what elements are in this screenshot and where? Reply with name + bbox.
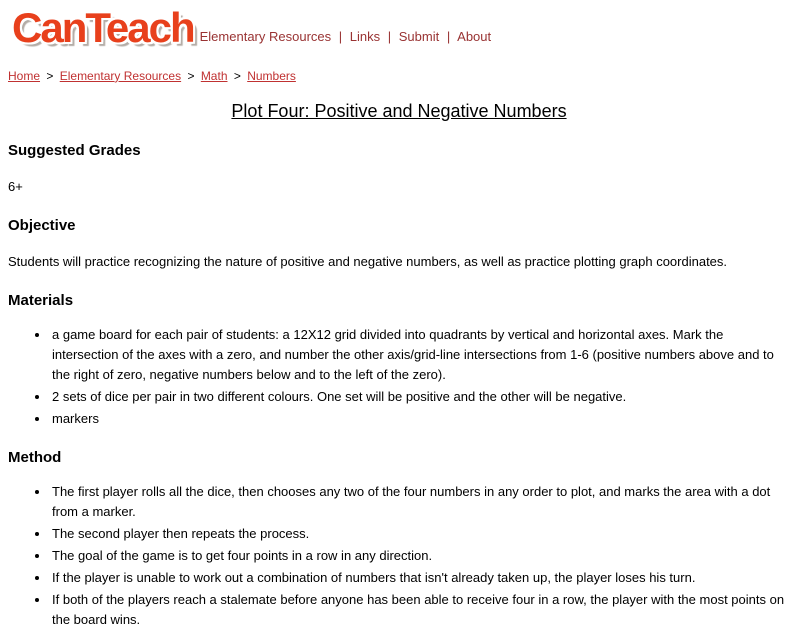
materials-list-item: • markers	[50, 409, 790, 429]
breadcrumb-separator: >	[46, 68, 54, 83]
nav-link-submit[interactable]: Submit	[398, 28, 440, 44]
breadcrumb-link-elementary-resources[interactable]: Elementary Resources	[59, 68, 182, 83]
nav-link-elementary-resources[interactable]: Elementary Resources	[199, 28, 332, 44]
materials-list-item: • a game board for each pair of students: a 12X12 grid divided into quadrants by vertical and horizontal axes. Mark the intersection of the axes with a zero, and number the other axis/grid-line intersections from 1-6 (positive numbers above and to the right of zero, negative numbers below and to the left of the zero).	[50, 325, 790, 385]
objective-text: Students will practice recognizing the nature of positive and negative numbers, as well as practice plotting graph coordinates.	[8, 253, 728, 269]
site-logo[interactable]: CanTeach	[12, 4, 194, 51]
method-list-item: • If both of the players reach a stalemate before anyone has been able to receive four in a row, the player with the most points on the board wins.	[50, 590, 790, 630]
breadcrumb-separator: >	[233, 68, 241, 83]
method-list-item: • The first player rolls all the dice, then chooses any two of the four numbers in any order to plot, and marks the area with a dot from a marker.	[50, 482, 790, 522]
nav-separator: |	[446, 28, 451, 44]
breadcrumb-link-math[interactable]: Math	[200, 68, 228, 83]
nav-separator: |	[338, 28, 343, 44]
materials-list-item: • 2 sets of dice per pair in two different colours. One set will be positive and the other will be negative.	[50, 387, 790, 407]
section-heading-suggested-grades: Suggested Grades	[8, 141, 141, 159]
method-list-item: • The second player then repeats the process.	[50, 524, 790, 544]
section-heading-method: Method	[8, 448, 62, 466]
nav-link-about[interactable]: About	[457, 28, 492, 44]
top-nav	[200, 29, 492, 48]
materials-list	[8, 325, 790, 429]
section-heading-objective: Objective	[8, 216, 76, 234]
nav-separator: |	[387, 28, 392, 44]
suggested-grades-value: 6+	[8, 178, 23, 194]
breadcrumb-link-home[interactable]: Home	[8, 68, 41, 83]
breadcrumb-link-numbers[interactable]: Numbers	[247, 68, 296, 83]
breadcrumb-separator: >	[187, 68, 195, 83]
site-header	[8, 4, 790, 51]
breadcrumb	[8, 69, 790, 83]
method-list-item: • If the player is unable to work out a combination of numbers that isn't already taken up, the player loses his turn.	[50, 568, 790, 588]
method-list-item: • The goal of the game is to get four points in a row in any direction.	[50, 546, 790, 566]
nav-link-links[interactable]: Links	[349, 28, 381, 44]
section-heading-materials: Materials	[8, 291, 74, 309]
method-list	[8, 482, 790, 630]
page-title: Plot Four: Positive and Negative Numbers	[231, 100, 567, 121]
